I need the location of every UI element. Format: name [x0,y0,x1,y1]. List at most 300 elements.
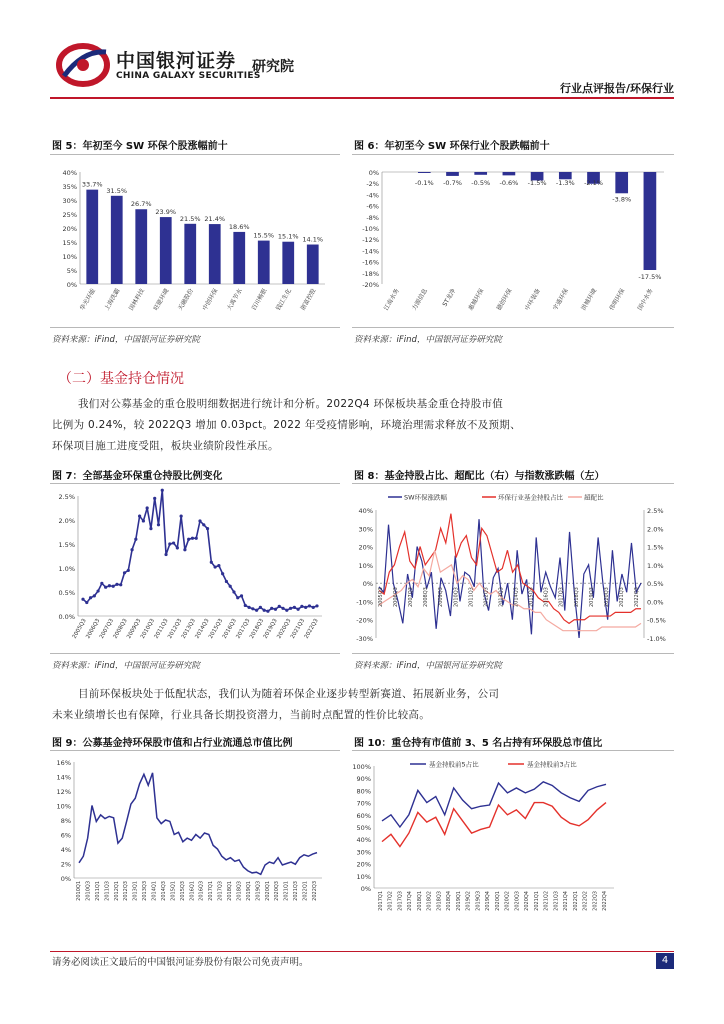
fig7-x-tick-1: 2006Q3 [85,618,102,640]
fig10-y-tick-4: 40% [356,836,371,845]
fig7-x-tick-8: 2013Q3 [180,618,197,640]
fig6-y-tick-3: -6% [366,202,379,211]
logo-english-name: CHINA GALAXY SECURITIES [116,71,261,81]
fig7-point-30 [195,537,198,540]
fig10-y-tick-0: 0% [360,885,371,893]
fig7-point-60 [308,604,311,607]
fig6-category-2: ST龙净 [441,287,458,308]
fig8-x-tick-1: 2006Q3 [393,587,400,607]
fig7-x-tick-16: 2021Q3 [289,618,307,640]
fig6-bottom-rule [352,327,674,328]
fig9-y-tick-0: 0% [60,875,71,883]
fig8-legend-label-1: 环保行业基金持股占比 [498,493,563,502]
fig5-y-tick-2: 10% [62,253,77,261]
fig7-point-27 [183,548,186,551]
fig7-point-35 [213,565,216,568]
fig8-yr-tick-7: 2.5% [647,507,664,515]
fig5-category-4: 天融股份 [176,287,195,312]
fig7-point-57 [297,608,300,611]
fig7-point-13 [130,548,133,551]
fig10-legend-label-0: 基金持股前5占比 [429,760,479,769]
fig8-x-tick-4: 2009Q3 [438,587,445,607]
fig7-point-28 [187,538,190,541]
fig8-yr-tick-0: -1.0% [647,635,666,643]
fig7-point-37 [221,572,224,575]
fig7-point-18 [149,527,152,530]
fig7-y-tick-1: 0.5% [58,589,75,597]
fig6-bar-8 [644,172,657,270]
fig5-category-3: 旺能环境 [152,287,171,312]
fig5-category-2: 国林科技 [127,287,146,312]
fig6-y-tick-5: -10% [362,225,379,233]
fig7-point-31 [198,519,201,522]
fig8-bottom-rule [352,653,674,654]
paragraph-1-line-2: 比例为 0.24%，较 2022Q3 增加 0.03pct。2022 年受疫情影响，环境治理需求释放不及预期、 [52,419,521,431]
fig8-x-tick-5: 2010Q3 [453,587,460,607]
page-number: 4 [656,953,674,969]
fig5-value-label-9: 14.1% [302,235,324,244]
fig6-value-label-5: -1.3% [555,179,575,187]
fig7-point-26 [180,515,183,518]
fig5-source: 资料来源：iFind，中国银河证券研究院 [52,335,200,345]
fig7-point-39 [229,585,232,588]
fig9-y-tick-1: 2% [60,860,71,869]
fig5-category-5: 中创环保 [201,287,220,312]
fig6-category-3: 惠城环保 [467,287,486,312]
fig7-x-tick-4: 2009Q3 [126,618,143,640]
fig5-category-8: 钱江生化 [274,287,293,312]
fig7-x-tick-12: 2017Q3 [235,618,252,640]
paragraph-2-line-2: 未来业绩增长也有保障，行业具备长期投资潜力，当前时点配置的性价比较高。 [52,709,430,721]
fig7-point-42 [240,594,243,597]
fig7-point-36 [217,564,220,567]
fig6-value-label-2: -0.5% [471,179,491,187]
galaxy-logo-icon [56,42,110,88]
fig9-y-tick-3: 6% [60,831,71,840]
fig7-point-41 [236,596,239,599]
fig6-value-label-4: -1.5% [527,179,547,187]
fig7-y-tick-0: 0.0% [58,613,75,621]
fig7-point-17 [146,506,149,509]
fig6-y-tick-2: -4% [366,191,379,200]
fig9-x-tick-20: 2020Q1 [264,881,271,901]
fig9-series-line [79,773,317,875]
fig7-point-4 [96,589,99,592]
fig6-category-8: 伟明环保 [608,287,627,312]
fig8-x-tick-9: 2014Q3 [513,587,520,607]
fig7-source: 资料来源：iFind，中国银河证券研究院 [52,661,200,671]
fig7-y-tick-4: 2.0% [58,517,75,525]
fig5-bar-2 [135,209,147,284]
fig5-value-label-6: 18.6% [228,222,250,231]
paragraph-1-line-1: 我们对公募基金的重仓股明细数据进行统计和分析。2022Q4 环保板块基金重仓持股市值 [78,398,504,410]
fig7-y-tick-5: 2.5% [58,493,75,501]
fig7-point-58 [300,605,303,608]
fig9-y-tick-5: 10% [56,802,71,811]
fig9-x-tick-16: 2018Q1 [227,881,234,901]
paragraph-2 [52,684,677,726]
fig7-point-32 [202,523,205,526]
fig9-x-tick-5: 2012Q3 [123,881,130,901]
paragraph-2-line-1: 目前环保板块处于低配状态，我们认为随着环保企业逐步转型新赛道、拓展新业务，公司 [78,688,500,700]
fig7-x-tick-3: 2008Q3 [112,618,129,640]
fig10-x-tick-12: 2020Q1 [494,891,501,911]
fig6-value-label-7: -3.8% [612,195,632,204]
fig5-bar-1 [111,196,123,284]
fig7-point-51 [274,608,277,611]
fig10-x-tick-10: 2019Q3 [475,891,482,911]
fig5-y-tick-1: 5% [66,267,77,275]
fig7-y-tick-3: 1.5% [58,541,75,549]
page-header [0,0,724,110]
fig7-point-10 [119,583,122,586]
fig6-y-tick-9: -18% [362,269,379,278]
fig9-x-tick-12: 2016Q1 [189,881,196,901]
fig6-y-tick-10: -20% [362,281,379,289]
fig5-value-label-3: 23.9% [155,208,177,217]
fig7-point-9 [115,583,118,586]
fig6-value-label-3: -0.6% [499,179,519,187]
fig6-bar-7 [615,172,628,193]
fig5-value-label-0: 33.7% [81,180,103,189]
fig10-x-tick-8: 2019Q1 [455,891,462,911]
fig7-title-rule [50,483,340,484]
fig7-point-20 [157,523,160,526]
fig10-y-tick-8: 80% [356,787,371,796]
fig5-value-label-8: 15.1% [277,232,299,241]
fig6-value-label-0: -0.1% [414,179,434,187]
fig9-x-tick-14: 2017Q1 [208,881,215,901]
fig10-series-1 [382,803,606,847]
fig10-x-tick-20: 2022Q1 [572,891,579,911]
fig9-x-tick-19: 2019Q3 [255,881,262,901]
fig9-x-tick-13: 2016Q3 [198,881,205,901]
fig6-y-tick-4: -8% [366,213,379,222]
fig10-x-tick-6: 2018Q3 [436,891,443,911]
fig5-y-tick-8: 40% [62,169,77,177]
fig7-point-48 [263,609,266,612]
fig7-point-46 [255,609,258,612]
fig6-value-label-1: -0.7% [443,179,462,187]
fig7-x-tick-11: 2016Q3 [221,618,238,640]
fig8-x-tick-7: 2012Q3 [483,587,490,607]
fig6-bar-3 [503,172,516,175]
report-type: 行业点评报告/环保行业 [559,82,674,95]
fig8-x-tick-14: 2019Q3 [588,587,595,607]
fig5-bar-7 [258,241,270,284]
fig6-category-4: 德创环保 [495,287,514,312]
fig6-category-5: 中环装备 [523,287,542,312]
fig8-x-tick-8: 2013Q3 [498,587,505,607]
fig8-yr-tick-3: 0.5% [647,580,664,589]
fig5-bar-3 [160,217,172,284]
fig8-yl-tick-4: 10% [358,561,373,570]
fig10-x-tick-7: 2018Q4 [446,891,453,911]
fig7-point-29 [191,537,194,540]
fig8-chart [352,488,674,650]
fig7-point-54 [285,609,288,612]
fig9-x-tick-17: 2018Q3 [236,881,243,901]
fig7-point-40 [232,590,235,593]
fig6-y-tick-1: -2% [366,180,379,189]
fig5-category-9: 浙富控股 [299,287,318,312]
fig8-x-tick-6: 2011Q3 [468,587,475,607]
fig10-x-tick-9: 2019Q2 [465,891,472,911]
fig7-x-tick-10: 2015Q3 [208,618,225,640]
fig7-point-33 [206,527,209,530]
fig6-y-tick-8: -16% [362,258,379,267]
fig8-x-tick-13: 2018Q3 [573,587,580,607]
fig10-x-tick-22: 2022Q3 [592,891,599,911]
fig10-x-tick-14: 2020Q3 [514,891,521,911]
fig5-title-rule [50,154,340,155]
fig10-x-tick-17: 2021Q2 [543,891,550,911]
fig7-point-49 [266,610,269,613]
fig8-x-tick-15: 2020Q3 [603,587,610,607]
fig10-y-tick-10: 100% [352,763,371,771]
fig10-x-tick-11: 2019Q4 [485,891,492,911]
fig8-source: 资料来源：iFind，中国银河证券研究院 [354,661,502,671]
fig9-chart [50,754,340,914]
fig8-yr-tick-2: 0.0% [647,598,664,607]
fig9-x-tick-4: 2012Q1 [113,881,120,901]
fig10-x-tick-23: 2022Q4 [602,891,608,911]
fig5-category-6: 大禹节水 [225,287,244,312]
fig6-bar-2 [474,172,487,175]
fig7-x-tick-15: 2020Q3 [276,618,293,640]
fig9-x-tick-25: 2022Q3 [312,881,318,901]
fig7-point-5 [100,582,103,585]
fig10-x-tick-13: 2020Q2 [504,891,511,911]
fig5-value-label-7: 15.5% [253,231,275,240]
fig9-y-tick-8: 16% [56,759,71,767]
fig5-y-tick-7: 35% [62,183,77,191]
fig9-y-tick-4: 8% [60,817,71,825]
fig5-chart [50,162,340,328]
fig5-bar-4 [184,224,196,284]
fig7-point-7 [108,584,111,587]
fig5-bar-0 [86,190,98,284]
fig7-point-3 [93,594,96,597]
fig10-y-tick-5: 50% [356,824,371,832]
fig8-series-0 [379,519,641,638]
fig5-value-label-1: 31.5% [106,186,128,195]
fig7-point-52 [278,605,281,608]
fig10-chart [352,754,674,914]
fig10-x-tick-1: 2017Q2 [387,891,394,911]
fig5-title: 图 5：年初至今 SW 环保个股涨幅前十 [52,141,228,152]
fig5-y-tick-0: 0% [66,281,77,289]
fig7-series-line [83,490,317,611]
fig6-value-label-6: -2.1% [584,179,603,187]
fig9-x-tick-10: 2015Q1 [170,881,177,901]
fig9-x-tick-11: 2015Q3 [179,881,186,901]
fig9-y-tick-7: 14% [56,773,71,782]
fig5-category-1: 上海洗霸 [103,287,122,312]
fig6-chart [352,162,674,328]
fig7-point-34 [210,561,213,564]
fig9-x-tick-3: 2011Q3 [104,881,111,901]
fig5-bar-8 [282,242,294,284]
fig8-title-rule [352,483,674,484]
fig9-x-tick-0: 2010Q1 [76,881,82,901]
fig7-point-2 [89,596,92,599]
fig5-y-tick-5: 25% [62,211,77,219]
fig9-x-tick-18: 2019Q1 [245,881,252,901]
fig7-point-43 [244,604,247,607]
fig10-x-tick-4: 2018Q1 [416,891,423,911]
fig5-category-0: 华光环能 [78,287,97,312]
fig8-x-tick-12: 2017Q3 [558,587,565,607]
fig7-point-62 [315,604,318,607]
fig7-point-56 [293,606,296,609]
fig8-yr-tick-5: 1.5% [647,543,664,552]
footer-disclaimer: 请务必阅读正文最后的中国银河证券股份有限公司免责声明。 [52,957,309,968]
fig7-point-0 [81,598,84,601]
fig10-title-rule [352,750,674,751]
fig7-point-45 [251,607,254,610]
fig7-point-1 [85,601,88,604]
fig8-title: 图 8：基金持股占比、超配比（右）与指数涨跌幅（左） [354,471,605,482]
fig9-x-tick-22: 2021Q1 [283,881,290,901]
fig7-point-24 [172,541,175,544]
fig10-y-tick-9: 90% [356,775,371,784]
fig10-y-tick-7: 70% [356,799,371,808]
fig9-x-tick-9: 2014Q3 [160,881,167,901]
fig10-series-0 [382,782,606,827]
fig7-point-15 [138,515,141,518]
fig5-value-label-4: 21.5% [179,214,201,223]
fig7-point-59 [304,606,307,609]
fig7-point-6 [104,586,107,589]
fig7-point-14 [134,538,137,541]
fig8-x-tick-11: 2016Q3 [543,587,550,607]
fig5-bottom-rule [50,327,340,328]
fig6-y-tick-0: 0% [368,169,379,177]
fig6-bar-1 [446,172,459,176]
fig5-category-7: 百川畅银 [250,287,269,312]
fig8-x-tick-2: 2007Q3 [408,587,415,607]
fig7-point-21 [161,489,164,492]
fig7-x-tick-17: 2022Q3 [303,618,320,640]
fig10-x-tick-21: 2022Q2 [582,891,589,911]
fig7-point-23 [168,542,171,545]
fig6-category-6: 宇通环保 [551,287,571,312]
fig7-point-25 [176,546,179,549]
fig7-x-tick-6: 2011Q3 [153,618,170,640]
fig7-point-19 [153,497,156,500]
fig7-y-tick-2: 1.0% [58,565,75,573]
fig8-yl-tick-0: -30% [356,635,373,643]
institute-label: 研究院 [252,59,294,75]
fig8-yl-tick-5: 20% [358,543,373,552]
fig9-x-tick-6: 2013Q1 [132,881,139,901]
fig10-legend-label-1: 基金持股前3占比 [527,760,577,769]
fig5-y-tick-4: 20% [62,225,77,233]
fig8-yr-tick-1: -0.5% [647,616,666,625]
fig5-bar-6 [233,232,245,284]
fig9-title-rule [50,750,340,751]
fig6-category-7: 洪城环境 [580,287,599,312]
fig10-x-tick-5: 2018Q2 [426,891,433,911]
fig8-yr-tick-4: 1.0% [647,561,664,570]
fig7-title: 图 7：全部基金环保重仓持股比例变化 [52,471,223,482]
fig7-point-55 [289,607,292,610]
fig10-title: 图 10：重仓持有市值前 3、5 名占持有环保股总市值比 [354,738,603,749]
fig8-legend-label-2: 超配比 [584,493,604,502]
fig6-value-label-8: -17.5% [638,273,662,281]
section-heading: （二）基金持仓情况 [58,371,184,387]
fig7-point-16 [142,519,145,522]
fig10-x-tick-0: 2017Q1 [378,891,384,911]
fig7-x-tick-7: 2012Q3 [167,618,184,640]
fig10-x-tick-15: 2020Q4 [524,891,531,911]
fig10-x-tick-2: 2017Q3 [397,891,404,911]
fig7-point-61 [312,606,315,609]
fig6-title: 图 6：年初至今 SW 环保行业个股跌幅前十 [354,141,550,152]
fig6-y-tick-7: -14% [362,247,379,256]
fig8-yl-tick-2: -10% [356,598,373,607]
fig8-yl-tick-7: 40% [358,507,373,515]
fig5-bar-9 [307,245,319,284]
fig7-x-tick-5: 2010Q3 [139,618,156,640]
fig6-y-tick-6: -12% [362,236,379,245]
fig7-x-tick-14: 2019Q3 [262,618,279,640]
fig8-x-tick-3: 2008Q3 [423,587,430,607]
fig7-x-tick-2: 2007Q3 [98,618,116,640]
fig8-yl-tick-1: -20% [356,616,373,625]
fig8-x-tick-10: 2015Q3 [528,587,535,607]
fig7-bottom-rule [50,653,340,654]
fig10-y-tick-6: 60% [356,811,371,820]
fig9-x-tick-2: 2011Q1 [94,881,101,901]
header-divider [50,97,674,99]
fig10-x-tick-3: 2017Q4 [407,891,414,911]
fig6-category-1: 力源信息 [410,287,430,312]
paragraph-1-line-3: 环保项目施工进度受阻，板块业绩阶段性承压。 [52,440,279,452]
fig9-x-tick-21: 2020Q3 [274,881,281,901]
fig6-source: 资料来源：iFind，中国银河证券研究院 [354,335,502,345]
fig5-value-label-5: 21.4% [204,215,226,224]
fig8-x-tick-17: 2022Q3 [634,587,640,607]
paragraph-1 [52,394,677,457]
fig8-yr-tick-6: 2.0% [647,525,664,534]
fig10-x-tick-18: 2021Q3 [553,891,560,911]
fig9-y-tick-2: 4% [60,846,71,854]
fig9-y-tick-6: 12% [56,788,71,796]
fig7-point-38 [225,580,228,583]
logo-chinese-name: 中国银河证券 [116,50,237,72]
fig7-point-11 [123,571,126,574]
fig10-y-tick-2: 20% [356,860,371,869]
fig6-category-0: 江南水务 [382,287,401,312]
fig9-x-tick-1: 2010Q3 [85,881,92,901]
fig9-x-tick-8: 2014Q1 [151,881,158,901]
footer-divider [50,951,674,952]
fig7-point-22 [164,553,167,556]
fig9-title: 图 9：公募基金持环保股市值和占行业流通总市值比例 [52,738,293,749]
fig10-y-tick-1: 10% [356,872,371,881]
fig5-bar-5 [209,224,221,284]
fig10-x-tick-16: 2021Q1 [533,891,540,911]
fig8-x-tick-0: 2005Q3 [378,587,384,607]
fig6-category-9: 国中水务 [636,287,655,312]
fig5-y-tick-3: 15% [62,239,77,247]
fig9-x-tick-7: 2013Q3 [142,881,149,901]
fig7-point-47 [259,606,262,609]
fig8-x-tick-16: 2021Q3 [618,587,625,607]
fig5-y-tick-6: 30% [62,197,77,205]
